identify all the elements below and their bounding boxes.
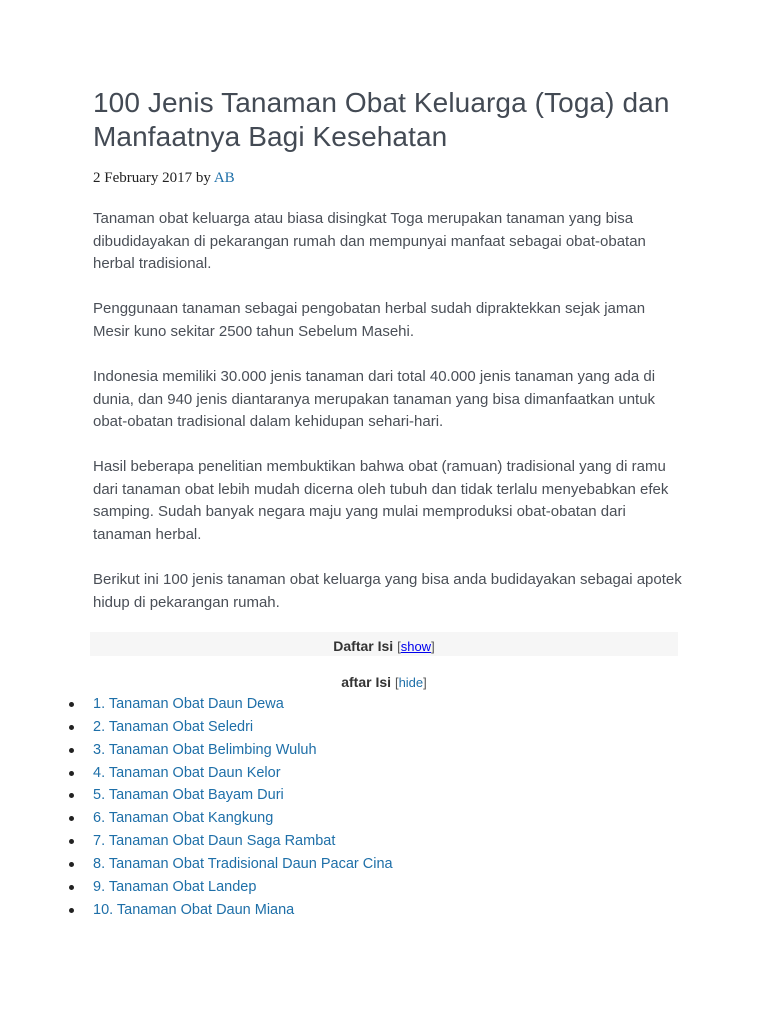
paragraph-research: Hasil beberapa penelitian membuktikan bahwa obat (ramuan) tradisional yang di ramu dari tanaman obat lebih mudah dicerna oleh tubuh dan tidak terlalu menyebabkan efek samping. Sudah banyak negara maju yang mulai memproduksi obat-obatan dari tanaman herbal. bbox=[93, 458, 669, 544]
toc-title-secondary: aftar Isi bbox=[341, 674, 392, 690]
toc-list-item bbox=[64, 807, 393, 830]
author-link[interactable]: AB bbox=[213, 170, 235, 186]
toc-list-item bbox=[64, 853, 393, 876]
by-label: by bbox=[195, 170, 211, 186]
paragraph-history: Penggunaan tanaman sebagai pengobatan herbal sudah dipraktekkan sejak jaman Mesir kuno sekitar 2500 tahun Sebelum Masehi. bbox=[93, 300, 646, 340]
toc-link[interactable]: 2. Tanaman Obat Seledri bbox=[93, 718, 254, 735]
toc-link[interactable]: 10. Tanaman Obat Daun Miana bbox=[93, 901, 295, 918]
bullet-icon bbox=[69, 908, 74, 913]
toc-toggle: [show] bbox=[397, 639, 435, 654]
bullet-icon bbox=[69, 862, 74, 867]
toc-link[interactable]: 4. Tanaman Obat Daun Kelor bbox=[93, 764, 281, 781]
bullet-icon bbox=[69, 816, 74, 821]
post-date: 2 February 2017 bbox=[93, 170, 193, 186]
bullet-icon bbox=[69, 771, 74, 776]
bullet-icon bbox=[69, 702, 74, 707]
toc-link[interactable]: 1. Tanaman Obat Daun Dewa bbox=[93, 696, 284, 712]
toc-hide-toggle: [hide] bbox=[394, 675, 427, 690]
toc-link[interactable]: 6. Tanaman Obat Kangkung bbox=[93, 810, 274, 827]
toc-secondary-header bbox=[0, 672, 768, 693]
bullet-icon bbox=[69, 839, 74, 844]
toc-list-item bbox=[64, 899, 393, 922]
paragraph-list-intro: Berikut ini 100 jenis tanaman obat keluarga yang bisa anda budidayakan sebagai apotek hidup di pekarangan rumah. bbox=[93, 571, 682, 611]
toc-link[interactable]: 5. Tanaman Obat Bayam Duri bbox=[93, 787, 284, 804]
toc-link[interactable]: 3. Tanaman Obat Belimbing Wuluh bbox=[93, 741, 317, 758]
article bbox=[93, 86, 683, 614]
toc-list-item bbox=[64, 830, 393, 853]
toc-list-item bbox=[64, 876, 393, 899]
toc-show-link[interactable]: show bbox=[400, 639, 432, 654]
toc-list bbox=[64, 693, 393, 921]
toc-hide-link[interactable]: hide bbox=[398, 675, 424, 690]
bullet-icon bbox=[69, 748, 74, 753]
bullet-icon bbox=[69, 725, 74, 730]
bullet-icon bbox=[69, 885, 74, 890]
toc-list-item bbox=[64, 762, 393, 785]
article-title: 100 Jenis Tanaman Obat Keluarga (Toga) dan Manfaatnya Bagi Kesehatan bbox=[93, 87, 670, 152]
toc-link[interactable]: 7. Tanaman Obat Daun Saga Rambat bbox=[93, 833, 336, 850]
toc-list-item bbox=[64, 784, 393, 807]
paragraph-indonesia: Indonesia memiliki 30.000 jenis tanaman dari total 40.000 jenis tanaman yang ada di dunia, dan 940 jenis diantaranya merupakan tanaman yang bisa dimanfaatkan untuk obat-obatan tradisional dalam kehidupan sehari-hari. bbox=[93, 367, 656, 431]
toc-link[interactable]: 8. Tanaman Obat Tradisional Daun Pacar Cina bbox=[93, 855, 393, 872]
toc-title: Daftar Isi bbox=[333, 638, 394, 654]
toc-list-item bbox=[64, 716, 393, 739]
toc-header bbox=[90, 632, 678, 656]
bullet-icon bbox=[69, 793, 74, 798]
paragraph-intro: Tanaman obat keluarga atau biasa disingkat Toga merupakan tanaman yang bisa dibudidayakan di pekarangan rumah dan mempunyai manfaat sebagai obat-obatan herbal tradisional. bbox=[93, 210, 646, 273]
toc-list-item bbox=[64, 739, 393, 762]
toc-list-item bbox=[64, 693, 393, 716]
toc-link[interactable]: 9. Tanaman Obat Landep bbox=[93, 878, 257, 895]
article-meta bbox=[93, 168, 683, 188]
